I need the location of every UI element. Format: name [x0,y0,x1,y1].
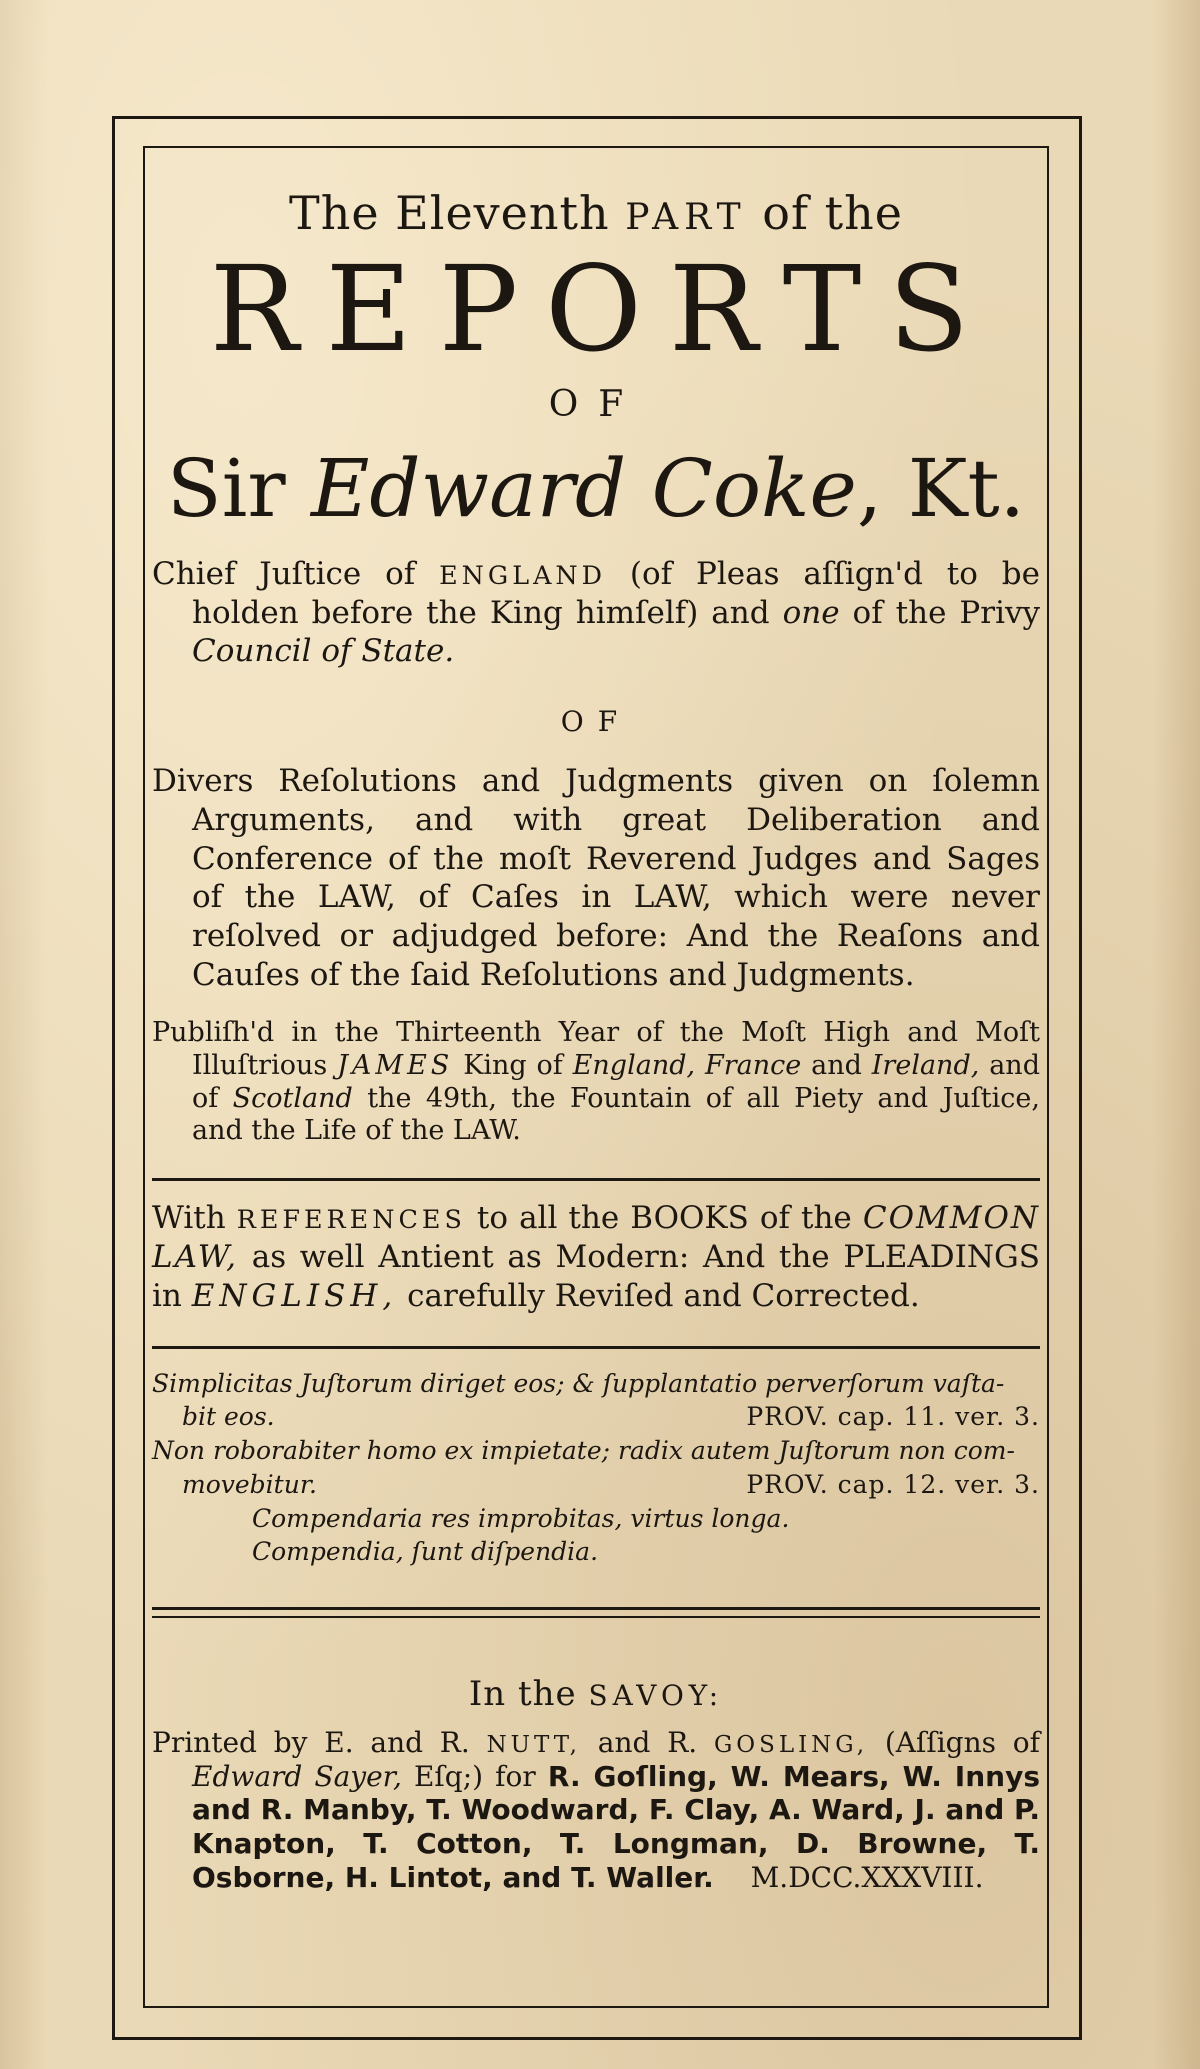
motto-2-line-a: Non roborabiter homo ex impietate; radix autem Juſtorum non com- [152,1436,1015,1466]
reports-heading: REPORTS [209,240,997,378]
of-heading-2: OF [560,705,632,739]
motto-2-line-b: movebitur. [182,1469,317,1499]
divider-rule-3 [152,1607,1040,1610]
motto-1-line-a: Simplicitas Juſtorum diriget eos; & ſupplantatio perverſorum vaſta- [152,1368,1005,1398]
divers-paragraph: Divers Reſolutions and Judgments given on ſolemn Arguments, and with great Deliberation and Conference of the moſt Reverend Judges and Sages of the LAW, of Caſes in LAW, which were never reſolved or adjudged before: And the Reaſons and Cauſes of the ſaid Reſolutions and Judgments. [152,763,1040,993]
published-paragraph: Publiſh'd in the Thirteenth Year of the Moſt High and Moſt Illuſtrious JAMES King of England, France and Ireland, and of Scotland the 49th, the Fountain of all Piety and Juſtice, and the Life of the LAW. [152,1016,1040,1147]
motto-2-reference: PROV. cap. 12. ver. 3. [746,1469,1040,1499]
savoy-heading: In the SAVOY: [468,1674,724,1715]
imprint-year: M.DCC.XXXVIII. [750,1860,984,1894]
mottoes [152,1367,1040,1570]
motto-4: Compendia, ſunt diſpendia. [252,1537,599,1567]
motto-3: Compendaria res improbitas, virtus longa. [252,1503,790,1533]
part-title: The Eleventh PART of the [289,186,903,240]
title-page [152,176,1040,1894]
chief-justice-paragraph: Chief Juſtice of ENGLAND (of Pleas aſſign'd to be holden before the King himſelf) and one of the Privy Council of State. [152,555,1041,670]
divider-rule-2 [152,1346,1040,1349]
divider-rule-4 [152,1616,1040,1618]
of-heading-1: OF [548,383,644,425]
imprint: Printed by E. and R. NUTT, and R. GOSLING, (Aſſigns of Edward Sayer, Eſq;) for R. Goſling, W. Mears, W. Innys and R. Manby, T. Woodward, F. Clay, A. Ward, J. and P. Knapton, T. Cotton, T. Longman, D. Browne, T. Osborne, H. Lintot, and T. Waller. M.DCC.XXXVIII. [152,1726,1040,1894]
author-name: Sir Edward Coke, Kt. [166,441,1026,535]
divider-rule-1 [152,1178,1040,1181]
booksellers-list: R. Goſling, W. Mears, W. Innys and R. Manby, T. Woodward, F. Clay, A. Ward, J. and P. Knapton, T. Cotton, T. Longman, D. Browne, T. Osborne, H. Lintot, and T. Waller. [192,1759,1040,1894]
motto-1-line-b: bit eos. [182,1402,275,1432]
motto-1-reference: PROV. cap. 11. ver. 3. [746,1402,1040,1432]
references-paragraph: With REFERENCES to all the BOOKS of the COMMON LAW, as well Antient as Modern: And the PLEADINGS in ENGLISH, carefully Reviſed and Corrected. [152,1200,1041,1314]
